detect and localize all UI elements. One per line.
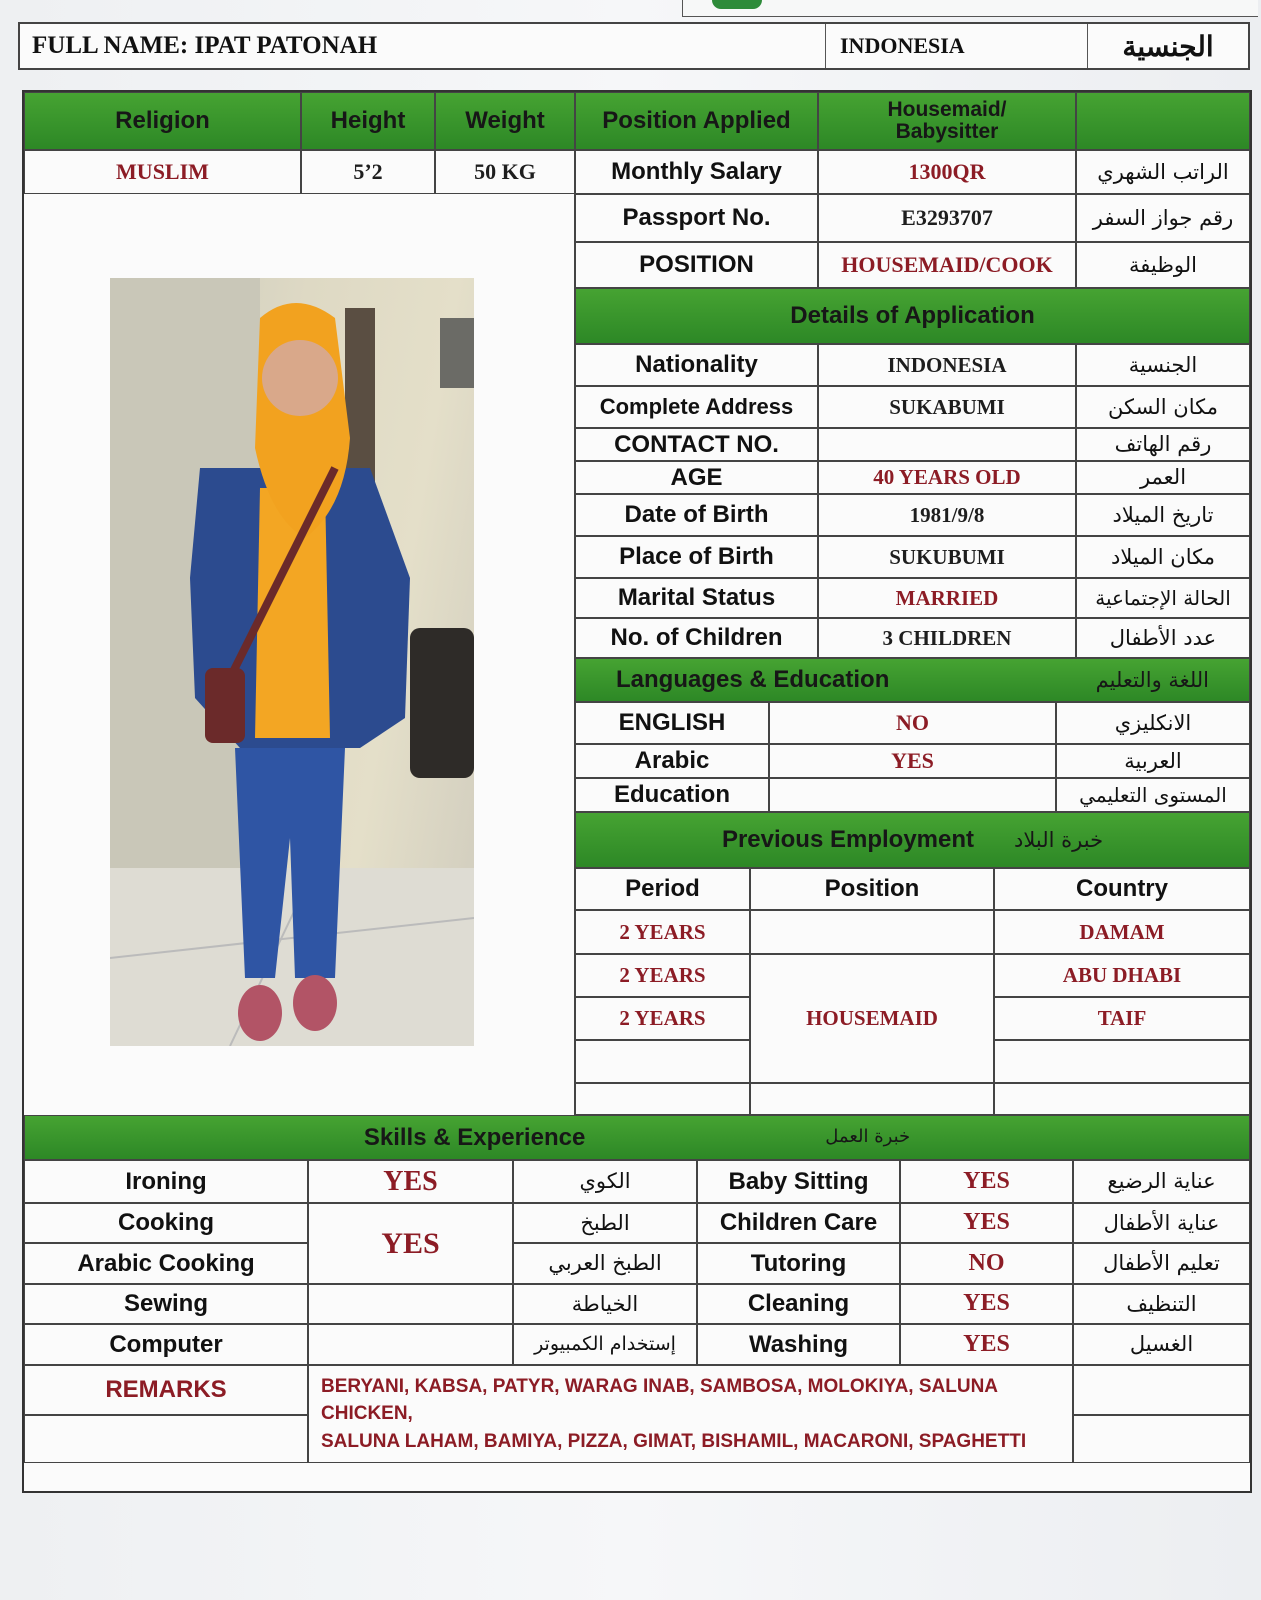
cooking-label: Cooking <box>24 1203 308 1243</box>
skills-title-arabic: خبرة العمل <box>825 1126 911 1148</box>
column-divider <box>574 194 575 1115</box>
height-header: Height <box>301 92 435 150</box>
sewing-arabic: الخياطة <box>513 1284 697 1324</box>
height-value: 5’2 <box>301 150 435 194</box>
employment-bar <box>575 812 1250 868</box>
period-1: 2 YEARS <box>575 910 750 954</box>
cleaning-value: YES <box>900 1284 1073 1324</box>
cooking-arabic: الطبخ <box>513 1203 697 1243</box>
languages-title: Languages & Education <box>616 666 890 694</box>
arabic-cooking-arabic: الطبخ العربي <box>513 1243 697 1284</box>
baby-sitting-arabic: عناية الرضيع <box>1073 1160 1250 1203</box>
contact-arabic: رقم الهاتف <box>1076 428 1250 461</box>
contact-label: CONTACT NO. <box>575 428 818 461</box>
nationality-detail-value: INDONESIA <box>818 344 1076 386</box>
country-header: Country <box>994 868 1250 910</box>
pob-arabic: مكان الميلاد <box>1076 536 1250 578</box>
employment-title-arabic: خبرة البلاد <box>1014 827 1104 852</box>
sewing-label: Sewing <box>24 1284 308 1324</box>
marital-value: MARRIED <box>818 578 1076 618</box>
age-label: AGE <box>575 461 818 494</box>
emp-position-header: Position <box>750 868 994 910</box>
position-applied-value: Housemaid/ Babysitter <box>818 92 1076 150</box>
english-arabic: الانكليزي <box>1056 702 1250 744</box>
sewing-value <box>308 1284 513 1324</box>
full-name: FULL NAME: IPAT PATONAH <box>20 24 826 68</box>
baby-sitting-value: YES <box>900 1160 1073 1203</box>
passport-arabic: رقم جواز السفر <box>1076 194 1250 242</box>
pob-label: Place of Birth <box>575 536 818 578</box>
header-blank <box>1076 92 1250 150</box>
passport-value: E3293707 <box>818 194 1076 242</box>
ironing-arabic: الكوي <box>513 1160 697 1203</box>
children-arabic: عدد الأطفال <box>1076 618 1250 658</box>
english-label: ENGLISH <box>575 702 769 744</box>
religion-header: Religion <box>24 92 301 150</box>
name-bar <box>18 22 1250 70</box>
emp-position-5 <box>750 1083 994 1115</box>
contact-value <box>818 428 1076 461</box>
age-value: 40 YEARS OLD <box>818 461 1076 494</box>
education-arabic: المستوى التعليمي <box>1056 778 1250 812</box>
computer-arabic: إستخدام الكمبيوتر <box>513 1324 697 1365</box>
logo-mark <box>712 0 762 9</box>
remarks-right-1 <box>1073 1365 1250 1415</box>
education-value <box>769 778 1056 812</box>
marital-label: Marital Status <box>575 578 818 618</box>
nationality-arabic: الجنسية <box>1122 29 1214 63</box>
arabic-value: YES <box>769 744 1056 778</box>
washing-label: Washing <box>697 1324 900 1365</box>
children-label: No. of Children <box>575 618 818 658</box>
cleaning-arabic: التنظيف <box>1073 1284 1250 1324</box>
header-stub <box>682 0 1258 17</box>
address-label: Complete Address <box>575 386 818 428</box>
languages-bar <box>575 658 1250 702</box>
position-applied-header: Position Applied <box>575 92 818 150</box>
address-value: SUKABUMI <box>818 386 1076 428</box>
computer-value <box>308 1324 513 1365</box>
children-care-arabic: عناية الأطفال <box>1073 1203 1250 1243</box>
country-1: DAMAM <box>994 910 1250 954</box>
details-title: Details of Application <box>575 288 1250 344</box>
arabic-cooking-label: Arabic Cooking <box>24 1243 308 1284</box>
washing-value: YES <box>900 1324 1073 1365</box>
dob-label: Date of Birth <box>575 494 818 536</box>
skills-title: Skills & Experience <box>363 1123 586 1151</box>
marital-arabic: الحالة الإجتماعية <box>1076 578 1250 618</box>
remarks-right-2 <box>1073 1415 1250 1463</box>
nationality-value: INDONESIA <box>826 24 1088 68</box>
weight-header: Weight <box>435 92 575 150</box>
arabic-arabic: العربية <box>1056 744 1250 778</box>
position-label: POSITION <box>575 242 818 288</box>
position-arabic: الوظيفة <box>1076 242 1250 288</box>
nationality-label: Nationality <box>575 344 818 386</box>
emp-position-merged: HOUSEMAID <box>750 954 994 1083</box>
country-5 <box>994 1083 1250 1115</box>
tutoring-label: Tutoring <box>697 1243 900 1284</box>
remarks-text <box>308 1365 1073 1463</box>
dob-value: 1981/9/8 <box>818 494 1076 536</box>
nationality-detail-arabic: الجنسية <box>1076 344 1250 386</box>
salary-label: Monthly Salary <box>575 150 818 194</box>
period-2: 2 YEARS <box>575 954 750 997</box>
pob-value: SUKUBUMI <box>818 536 1076 578</box>
period-5 <box>575 1083 750 1115</box>
photo-illustration <box>110 278 474 1046</box>
washing-arabic: الغسيل <box>1073 1324 1250 1365</box>
remarks-label: REMARKS <box>24 1365 308 1415</box>
english-value: NO <box>769 702 1056 744</box>
education-label: Education <box>575 778 769 812</box>
children-value: 3 CHILDREN <box>818 618 1076 658</box>
address-arabic: مكان السكن <box>1076 386 1250 428</box>
country-3: TAIF <box>994 997 1250 1040</box>
tutoring-arabic: تعليم الأطفال <box>1073 1243 1250 1284</box>
remarks-line-1: BERYANI, KABSA, PATYR, WARAG INAB, SAMBOSA, MOLOKIYA, SALUNA CHICKEN, <box>321 1375 998 1425</box>
remarks-blank <box>24 1415 308 1463</box>
period-3: 2 YEARS <box>575 997 750 1040</box>
period-4 <box>575 1040 750 1083</box>
salary-arabic: الراتب الشهري <box>1076 150 1250 194</box>
skills-bar <box>24 1115 1250 1160</box>
cooking-value: YES <box>308 1203 513 1284</box>
passport-label: Passport No. <box>575 194 818 242</box>
children-care-label: Children Care <box>697 1203 900 1243</box>
emp-position-1 <box>750 910 994 954</box>
country-4 <box>994 1040 1250 1083</box>
tutoring-value: NO <box>900 1243 1073 1284</box>
ironing-label: Ironing <box>24 1160 308 1203</box>
period-header: Period <box>575 868 750 910</box>
country-2: ABU DHABI <box>994 954 1250 997</box>
arabic-label: Arabic <box>575 744 769 778</box>
dob-arabic: تاريخ الميلاد <box>1076 494 1250 536</box>
computer-label: Computer <box>24 1324 308 1365</box>
employment-title: Previous Employment <box>721 826 975 854</box>
salary-value: 1300QR <box>818 150 1076 194</box>
religion-value: MUSLIM <box>24 150 301 194</box>
applicant-photo <box>110 278 474 1046</box>
children-care-value: YES <box>900 1203 1073 1243</box>
ironing-value: YES <box>308 1160 513 1203</box>
remarks-line-2: SALUNA LAHAM, BAMIYA, PIZZA, GIMAT, BISHAMIL, MACARONI, SPAGHETTI <box>321 1430 1027 1452</box>
age-arabic: العمر <box>1076 461 1250 494</box>
baby-sitting-label: Baby Sitting <box>697 1160 900 1203</box>
position-value: HOUSEMAID/COOK <box>818 242 1076 288</box>
languages-title-arabic: اللغة والتعليم <box>1095 667 1209 692</box>
cleaning-label: Cleaning <box>697 1284 900 1324</box>
weight-value: 50 KG <box>435 150 575 194</box>
